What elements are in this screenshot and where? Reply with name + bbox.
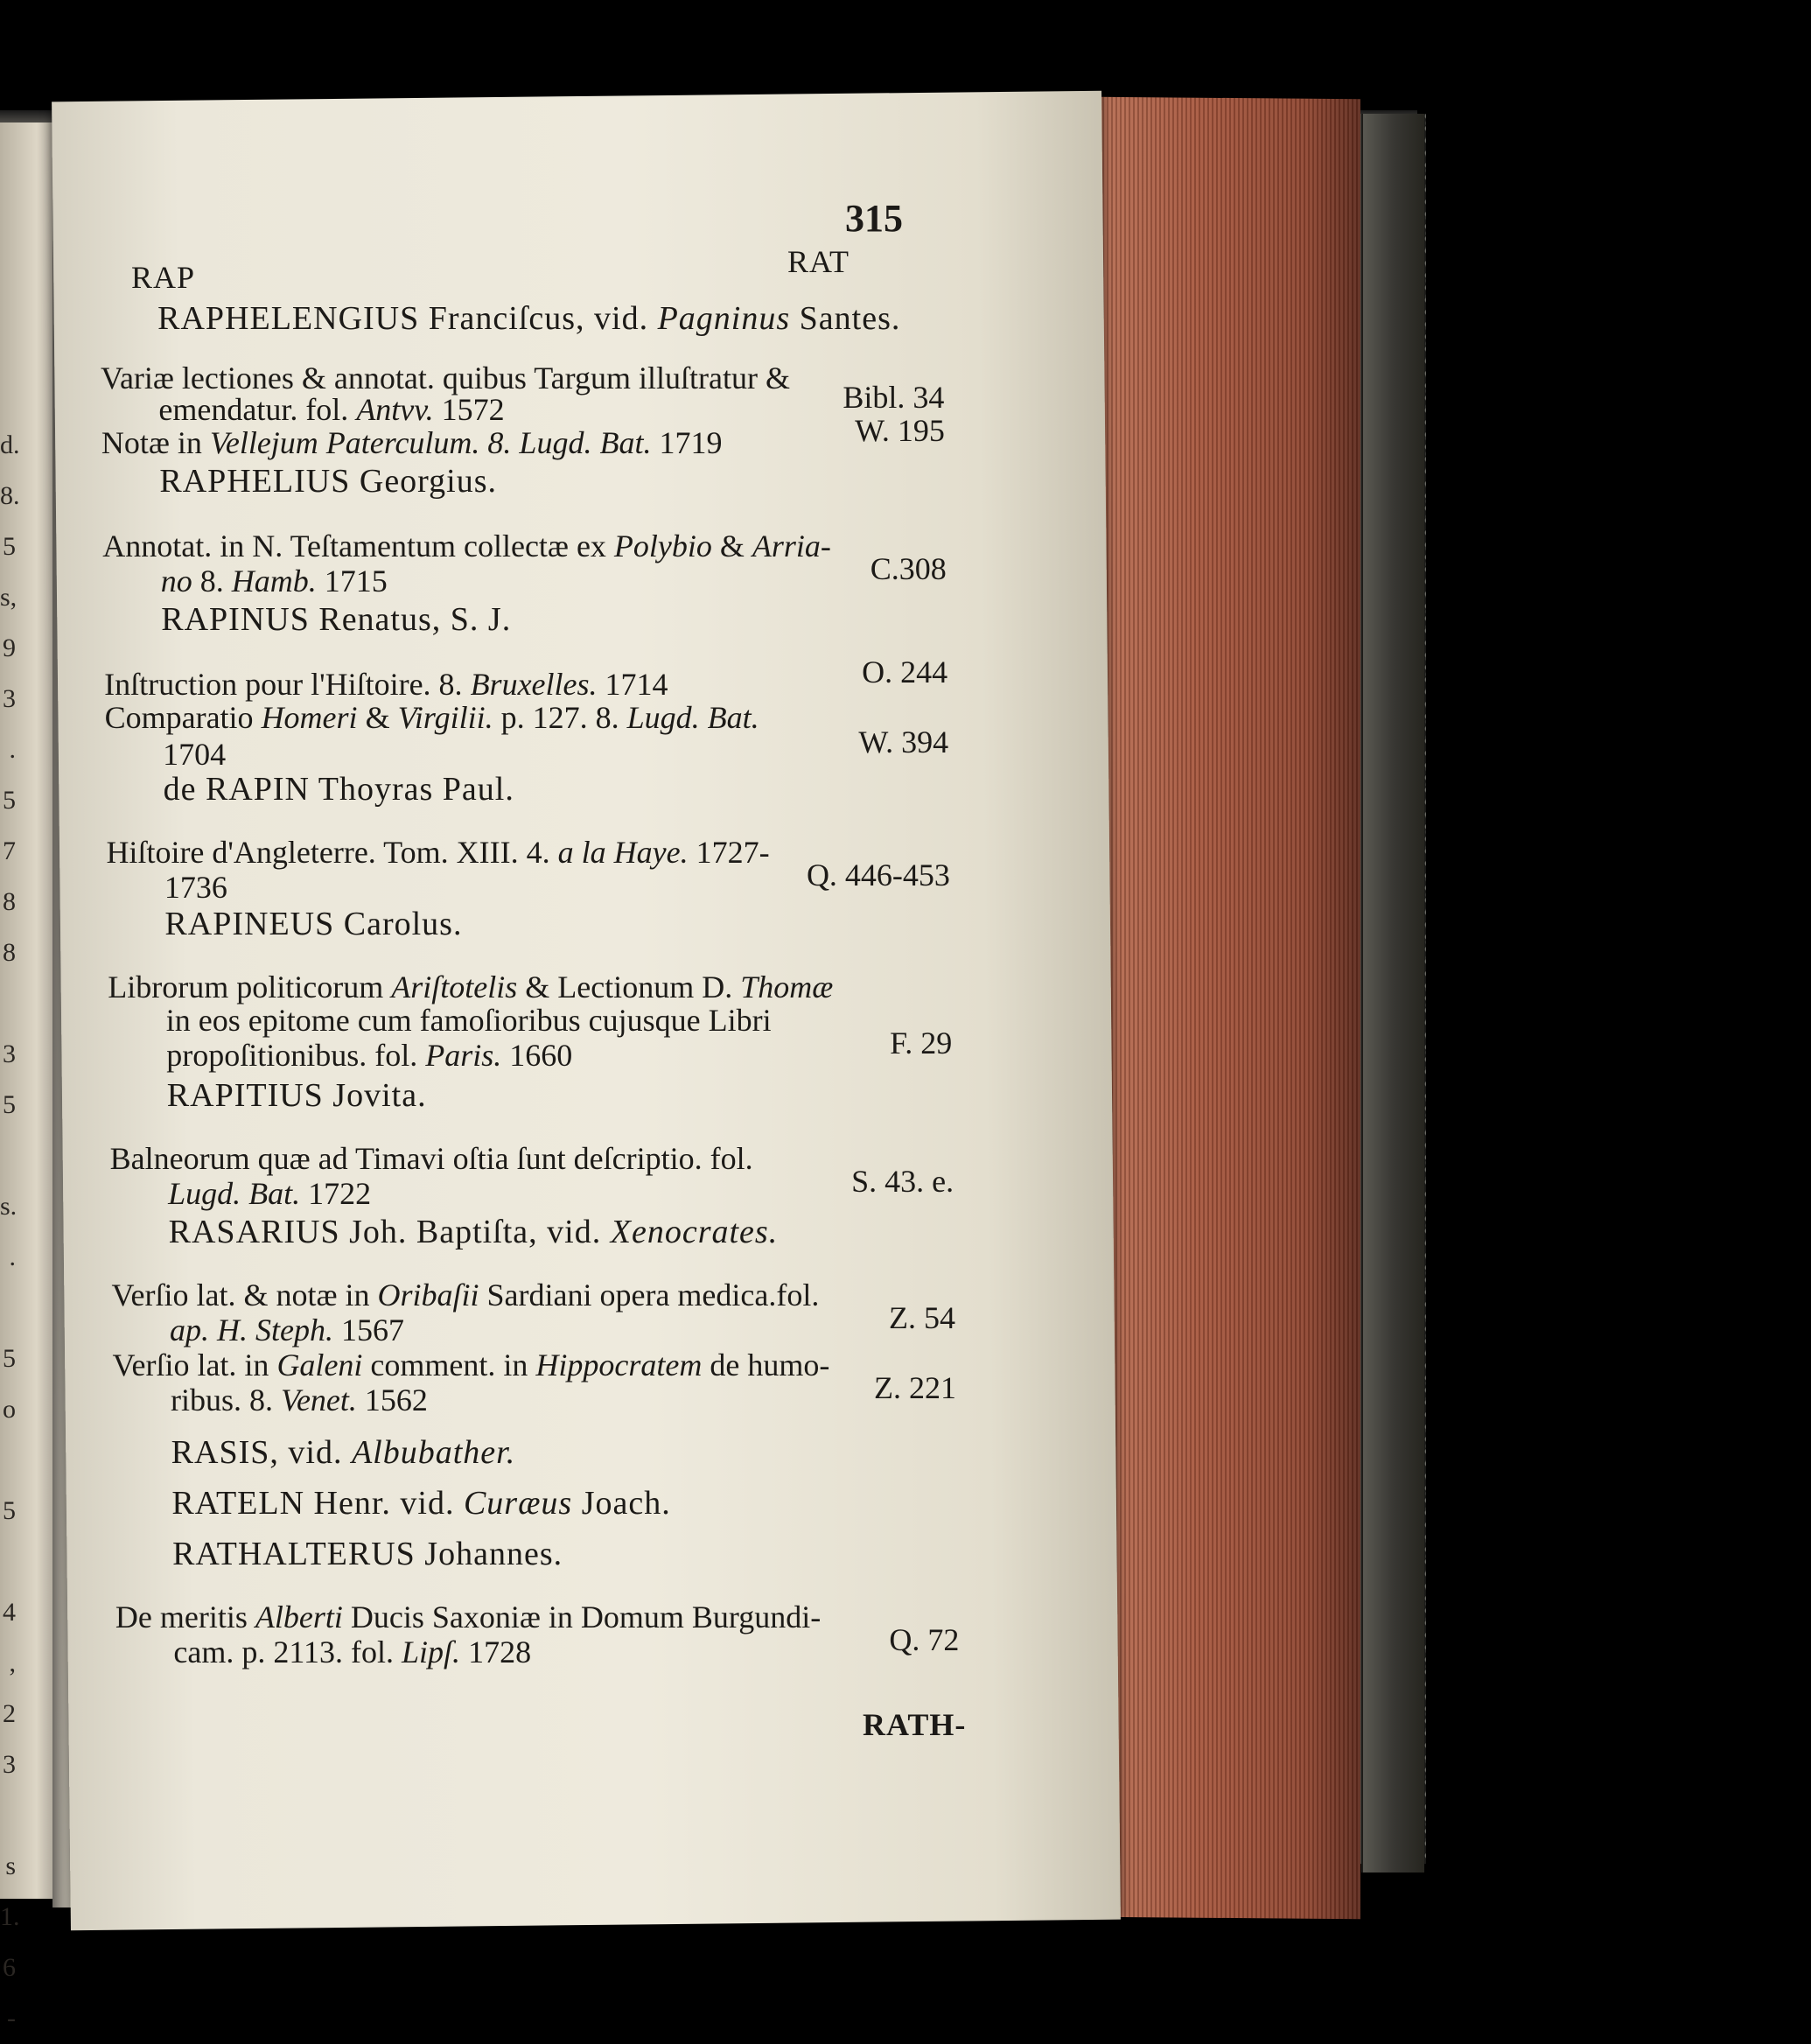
entry-heading: RAPITIUS Jovita. <box>166 1077 427 1114</box>
entry-line: Lugd. Bat. 1722 <box>168 1176 372 1211</box>
italic-run: Vellejum Paterculum. 8. Lugd. Bat. <box>209 425 652 460</box>
entry-line: Inſtruction pour l'Hiſtoire. 8. Bruxelles. 1714 <box>104 667 668 702</box>
italic-run: Ariſtotelis <box>391 970 518 1004</box>
entry-heading: de RAPIN Thoyras Paul. <box>163 771 514 808</box>
facing-page-text-fragments: d. 8. 5 s, 9 3 . 5 7 8 8 3 5 s. . 5 o 5 4 , 2 3 s 1. 6 - <box>0 430 20 2033</box>
entry-line: 1736 <box>164 870 227 905</box>
entry-heading: RASIS, vid. Albubather. <box>171 1434 516 1471</box>
entry-heading: RAPINUS Renatus, S. J. <box>161 601 512 638</box>
running-head-right: RAT <box>787 244 850 279</box>
entry-line: emendatur. fol. Antvv. 1572 <box>158 392 505 427</box>
shelf-mark: Q. 72 <box>889 1622 960 1657</box>
shelf-mark: Z. 221 <box>873 1370 956 1405</box>
italic-run: Arria- <box>752 528 831 564</box>
italic-run: Galeni <box>276 1348 363 1382</box>
italic-run: Thomæ <box>740 970 834 1004</box>
italic-run: no <box>160 564 192 598</box>
entry-line: Librorum politicorum Ariſtotelis & Lectionum D. Thomæ <box>108 970 834 1004</box>
entry-line: Hiſtoire d'Angleterre. Tom. XIII. 4. a la Haye. 1727- <box>106 835 770 870</box>
italic-run: Bruxelles. <box>470 667 598 702</box>
italic-run: Virgilii. <box>397 700 493 735</box>
entry-line: Balneorum quæ ad Timavi oſtia ſunt deſcriptio. fol. <box>109 1141 753 1176</box>
shelf-mark: O. 244 <box>862 654 948 690</box>
shelf-mark: Z. 54 <box>889 1300 955 1335</box>
italic-run: Pagninus <box>657 300 791 337</box>
shelf-mark: S. 43. e. <box>851 1164 954 1199</box>
italic-run: Antvv. <box>356 392 434 427</box>
entry-line: cam. p. 2113. fol. Lipſ. 1728 <box>173 1634 532 1670</box>
entry-line: 1704 <box>163 737 227 772</box>
italic-run: ap. H. Steph. <box>170 1312 333 1348</box>
italic-run: Polybio <box>613 528 712 564</box>
entry-line: De meritis Alberti Ducis Saxoniæ in Domum Burgundi- <box>115 1600 822 1634</box>
entry-line: Annotat. in N. Teſtamentum collectæ ex Polybio & Arria- <box>102 528 831 564</box>
shelf-mark: C.308 <box>870 551 947 586</box>
italic-run: Paris. <box>425 1038 502 1073</box>
italic-run: Homeri <box>261 700 358 735</box>
catchword: RATH- <box>863 1707 967 1742</box>
page-number: 315 <box>845 197 903 240</box>
entry-heading: RAPHELIUS Georgius. <box>159 463 497 500</box>
entry-heading: RATHALTERUS Johannes. <box>172 1536 563 1572</box>
entry-heading: RAPINEUS Carolus. <box>164 906 463 942</box>
entry-line: Variæ lectiones & annotat. quibus Targum illuſtratur & <box>100 360 790 396</box>
entry-line: Notæ in Vellejum Paterculum. 8. Lugd. Bat. 1719 <box>101 425 723 460</box>
shelf-mark: F. 29 <box>890 1026 953 1060</box>
entry-line: ap. H. Steph. 1567 <box>170 1312 404 1348</box>
italic-run: Lipſ. <box>402 1634 461 1670</box>
italic-run: Alberti <box>255 1600 343 1634</box>
shelf-mark: Q. 446-453 <box>806 858 950 892</box>
entry-line: in eos epitome cum famoſioribus cujusque Libri <box>165 1003 772 1038</box>
italic-run: Oribaſii <box>377 1278 479 1312</box>
entry-line: ribus. 8. Venet. 1562 <box>170 1382 428 1418</box>
italic-run: Venet. <box>280 1382 357 1418</box>
italic-run: Lugd. Bat. <box>168 1176 301 1211</box>
entry-line: propoſitionibus. fol. Paris. 1660 <box>166 1038 573 1073</box>
shelf-mark: Bibl. 34 <box>843 380 945 415</box>
shelf-mark: W. 394 <box>858 724 949 760</box>
italic-run: Curæus <box>463 1485 573 1522</box>
italic-run: Lugd. Bat. <box>626 700 759 735</box>
shelf-mark: W. 195 <box>855 413 945 448</box>
entry-heading: RATELN Henr. vid. Curæus Joach. <box>171 1485 671 1522</box>
italic-run: a la Haye. <box>557 835 689 870</box>
italic-run: Albubather. <box>351 1434 516 1471</box>
entry-heading: RASARIUS Joh. Baptiſta, vid. Xenocrates. <box>168 1214 779 1250</box>
italic-run: Hamb. <box>231 564 317 598</box>
italic-run: Hippocratem <box>535 1348 703 1382</box>
entry-line: Verſio lat. in Galeni comment. in Hippocratem de humo- <box>112 1348 830 1382</box>
entry-heading: RAPHELENGIUS Franciſcus, vid. Pagninus Santes. <box>157 300 901 337</box>
running-head-left: RAP <box>131 260 196 295</box>
italic-run: Xenocrates. <box>610 1214 779 1250</box>
entry-line: no 8. Hamb. 1715 <box>160 564 388 598</box>
entry-line: Verſio lat. & notæ in Oribaſii Sardiani opera medica.fol. <box>111 1278 820 1312</box>
entry-line: Comparatio Homeri & Virgilii. p. 127. 8. Lugd. Bat. <box>104 700 759 735</box>
